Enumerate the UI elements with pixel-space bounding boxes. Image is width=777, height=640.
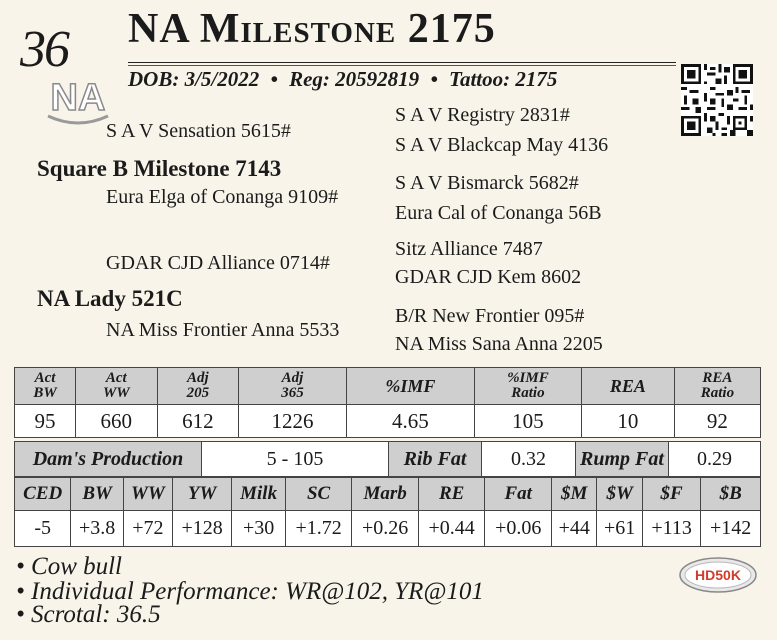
header-imf: %IMF bbox=[346, 368, 474, 405]
dams-production-value: 5 - 105 bbox=[202, 442, 389, 477]
epd-value-w: +61 bbox=[597, 511, 642, 547]
rib-fat-value: 0.32 bbox=[482, 442, 576, 477]
dam-dam: NA Miss Frontier Anna 5533 bbox=[106, 319, 340, 341]
value-act-bw: 95 bbox=[15, 405, 76, 438]
epd-header-marb: Marb bbox=[352, 478, 419, 511]
sire-sire: S A V Sensation 5615# bbox=[106, 120, 291, 142]
header-act-bw: Act BW bbox=[15, 368, 76, 405]
production-table bbox=[14, 441, 761, 477]
value-act-ww: 660 bbox=[76, 405, 158, 438]
dob: DOB: 3/5/2022 bbox=[128, 67, 260, 91]
sire-dam-dam: Eura Cal of Conanga 56B bbox=[395, 202, 602, 224]
epd-header-w: $W bbox=[597, 478, 642, 511]
separator: • bbox=[270, 67, 278, 91]
note-item: • Cow bull bbox=[16, 553, 123, 580]
header-adj-205: Adj 205 bbox=[157, 368, 239, 405]
info-line bbox=[128, 67, 557, 92]
epd-header-sc: SC bbox=[285, 478, 352, 511]
rump-fat-label: Rump Fat bbox=[576, 442, 669, 477]
dams-production-label: Dam's Production bbox=[15, 442, 202, 477]
epd-header-re: RE bbox=[418, 478, 485, 511]
dam-sire: GDAR CJD Alliance 0714# bbox=[106, 252, 330, 274]
dam-dam-dam: NA Miss Sana Anna 2205 bbox=[395, 333, 603, 355]
epd-header-m: $M bbox=[552, 478, 597, 511]
note-item: • Scrotal: 36.5 bbox=[16, 601, 161, 628]
title-rule-thin bbox=[128, 65, 676, 66]
qr-code-icon[interactable] bbox=[681, 64, 753, 136]
sire-sire-sire: S A V Registry 2831# bbox=[395, 104, 570, 126]
note-item: • Individual Performance: WR@102, YR@101 bbox=[16, 578, 484, 605]
dam-dam-sire: B/R New Frontier 095# bbox=[395, 305, 585, 327]
epd-value-milk: +30 bbox=[232, 511, 285, 547]
dam: NA Lady 521C bbox=[37, 286, 183, 311]
lot-number: 36 bbox=[20, 21, 68, 78]
epd-table bbox=[14, 477, 761, 547]
epd-value-fat: +0.06 bbox=[485, 511, 552, 547]
value-rea: 10 bbox=[581, 405, 674, 438]
epd-header-bw: BW bbox=[71, 478, 123, 511]
hd50k-badge-icon bbox=[678, 556, 758, 594]
epd-header-f: $F bbox=[642, 478, 700, 511]
epd-header-ced: CED bbox=[15, 478, 71, 511]
epd-value-sc: +1.72 bbox=[285, 511, 352, 547]
logo-text: NA bbox=[50, 77, 106, 119]
sire-dam: Eura Elga of Conanga 9109# bbox=[106, 186, 339, 208]
value-imf: 4.65 bbox=[346, 405, 474, 438]
header-adj-365: Adj 365 bbox=[239, 368, 347, 405]
epd-header-row bbox=[15, 478, 761, 511]
epd-header-milk: Milk bbox=[232, 478, 285, 511]
epd-value-ww: +72 bbox=[123, 511, 172, 547]
epd-value-marb: +0.26 bbox=[352, 511, 419, 547]
epd-value-yw: +128 bbox=[172, 511, 232, 547]
header-act-ww: Act WW bbox=[76, 368, 158, 405]
registration: Reg: 20592819 bbox=[289, 67, 420, 91]
title-rule bbox=[128, 62, 676, 63]
dam-sire-sire: Sitz Alliance 7487 bbox=[395, 238, 543, 260]
performance-header-row bbox=[15, 368, 761, 405]
epd-value-m: +44 bbox=[552, 511, 597, 547]
header-imf-ratio: %IMF Ratio bbox=[474, 368, 581, 405]
value-adj-365: 1226 bbox=[239, 405, 347, 438]
performance-table bbox=[14, 367, 761, 438]
epd-value-b: +142 bbox=[701, 511, 761, 547]
epd-header-ww: WW bbox=[123, 478, 172, 511]
epd-value-ced: -5 bbox=[15, 511, 71, 547]
production-row bbox=[15, 442, 761, 477]
na-logo-icon bbox=[42, 72, 114, 132]
epd-value-re: +0.44 bbox=[418, 511, 485, 547]
epd-header-fat: Fat bbox=[485, 478, 552, 511]
epd-value-f: +113 bbox=[642, 511, 700, 547]
rump-fat-value: 0.29 bbox=[669, 442, 761, 477]
dam-sire-dam: GDAR CJD Kem 8602 bbox=[395, 266, 582, 288]
epd-value-row bbox=[15, 511, 761, 547]
value-adj-205: 612 bbox=[157, 405, 239, 438]
rib-fat-label: Rib Fat bbox=[389, 442, 482, 477]
epd-value-bw: +3.8 bbox=[71, 511, 123, 547]
header-rea: REA bbox=[581, 368, 674, 405]
value-imf-ratio: 105 bbox=[474, 405, 581, 438]
performance-value-row bbox=[15, 405, 761, 438]
value-rea-ratio: 92 bbox=[674, 405, 760, 438]
tattoo: Tattoo: 2175 bbox=[449, 67, 558, 91]
epd-header-yw: YW bbox=[172, 478, 232, 511]
header-rea-ratio: REA Ratio bbox=[674, 368, 760, 405]
sire-dam-sire: S A V Bismarck 5682# bbox=[395, 172, 579, 194]
animal-name: NA Milestone 2175 bbox=[128, 6, 496, 52]
epd-header-b: $B bbox=[701, 478, 761, 511]
separator: • bbox=[430, 67, 438, 91]
sire: Square B Milestone 7143 bbox=[37, 156, 282, 181]
badge-text: HD50K bbox=[695, 567, 741, 583]
sire-sire-dam: S A V Blackcap May 4136 bbox=[395, 134, 609, 156]
